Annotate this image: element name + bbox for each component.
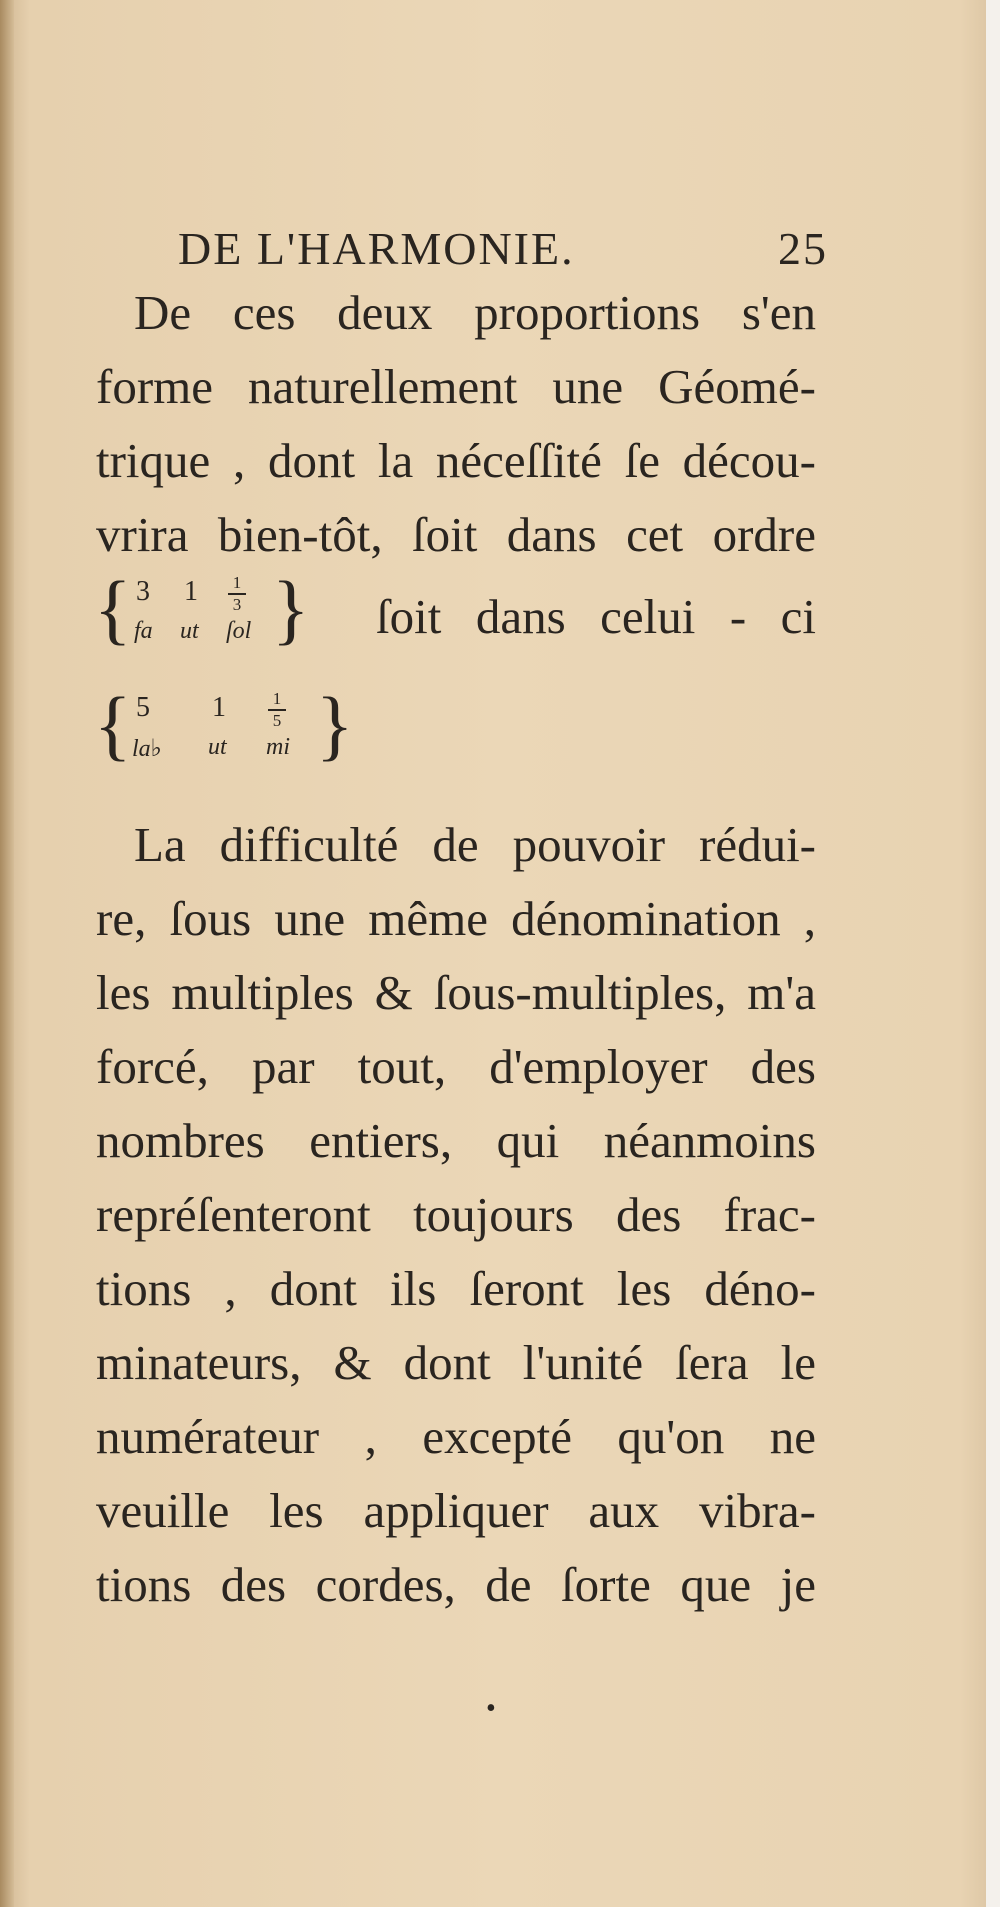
text-line: nombres entiers, qui néanmoins — [96, 1113, 816, 1168]
page-spine-shadow — [0, 0, 14, 1907]
ratio-number: 3 — [136, 576, 150, 607]
text-line: numérateur , excepté qu'on ne — [96, 1409, 816, 1464]
text-line: veuille les appliquer aux vibra- — [96, 1483, 816, 1538]
proportion-la-ut-mi — [94, 681, 394, 776]
ratio-number: 1 — [184, 576, 198, 607]
ratio-number: 5 — [136, 692, 150, 723]
proportion-fa-ut-sol — [94, 565, 824, 660]
text-line: tions des cordes, de ſorte que je — [96, 1557, 816, 1612]
right-brace: } — [272, 565, 310, 652]
text-line: minateurs, & dont l'unité ſera le — [96, 1335, 816, 1390]
text-line: re, ſous une même dénomination , — [96, 891, 816, 946]
text-line: tions , dont ils ſeront les déno- — [96, 1261, 816, 1316]
fraction-numerator: 1 — [272, 689, 282, 708]
note-name: la♭ — [132, 736, 162, 762]
note-name: ſol — [226, 618, 252, 644]
ratio-fraction — [266, 690, 288, 730]
text-line: forme naturellement une Géomé- — [96, 359, 816, 414]
fraction-denominator: 5 — [272, 710, 282, 730]
text-line: De ces deux proportions s'en — [134, 285, 816, 340]
note-name: fa — [134, 618, 153, 644]
fraction-numerator: 1 — [232, 573, 242, 592]
note-name: ut — [208, 734, 227, 760]
text-line: La difficulté de pouvoir rédui- — [134, 817, 816, 872]
text-line: trique , dont la néceſſité ſe décou- — [96, 433, 816, 488]
footer-mark: • — [486, 1693, 496, 1724]
page-number: 25 — [778, 223, 828, 274]
fraction-denominator: 3 — [232, 594, 242, 614]
right-brace: } — [316, 681, 354, 768]
text-line: ſoit dans celui - ci — [376, 589, 816, 644]
running-title: DE L'HARMONIE. — [178, 223, 575, 274]
left-brace: { — [94, 681, 132, 768]
text-line: forcé, par tout, d'employer des — [96, 1039, 816, 1094]
running-header — [178, 222, 828, 275]
text-line: repréſenteront toujours des frac- — [96, 1187, 816, 1242]
ratio-number: 1 — [212, 692, 226, 723]
left-brace: { — [94, 565, 132, 652]
text-line: les multiples & ſous-multiples, m'a — [96, 965, 816, 1020]
note-name: ut — [180, 618, 199, 644]
note-name: mi — [266, 734, 290, 760]
text-line: vrira bien-tôt, ſoit dans cet ordre — [96, 507, 816, 562]
ratio-fraction — [226, 574, 248, 614]
page-edge — [986, 0, 1000, 1907]
